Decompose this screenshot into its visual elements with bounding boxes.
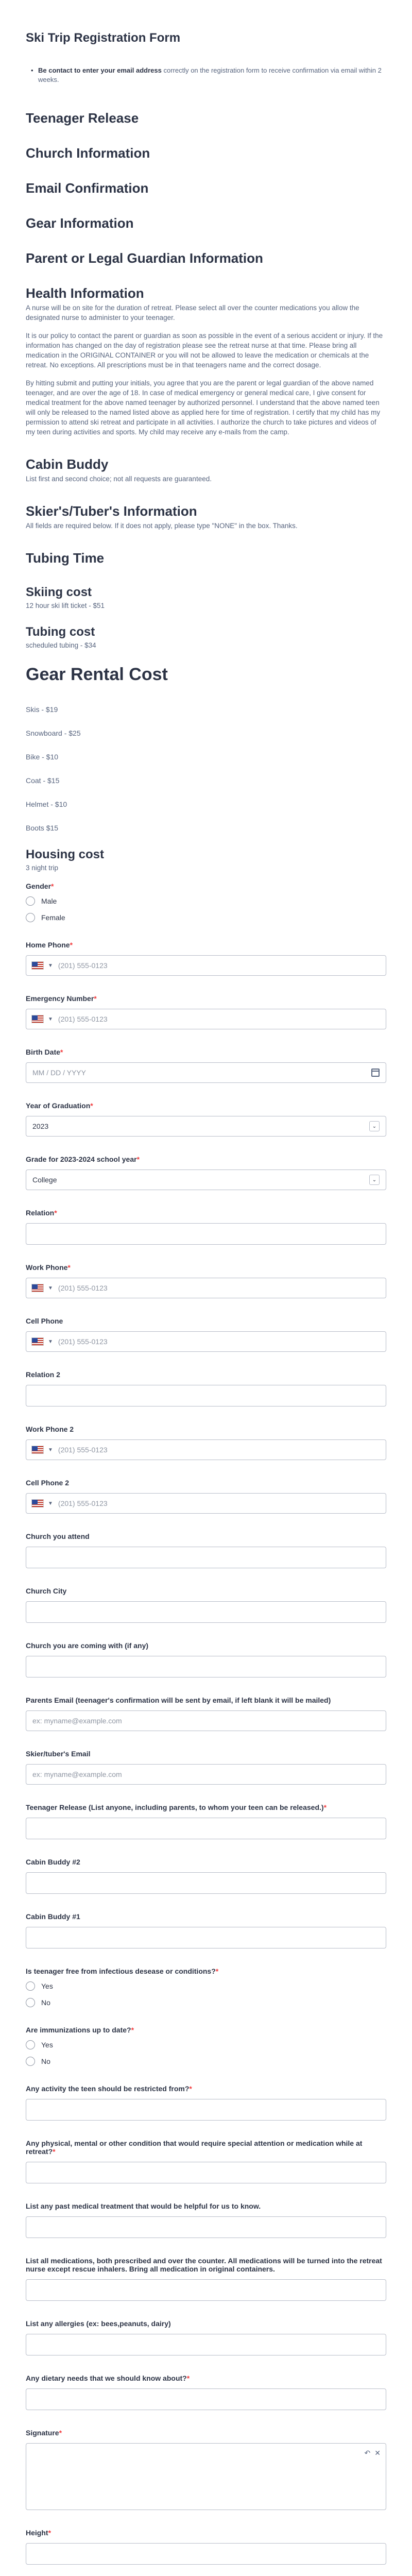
physical-label: Any physical, mental or other condition that would require special attention or medication while at retreat?* xyxy=(26,2139,363,2156)
chevron-down-icon[interactable]: ▼ xyxy=(48,1016,53,1022)
allergies-input[interactable] xyxy=(26,2334,386,2355)
immunizations-option-yes[interactable]: Yes xyxy=(26,2040,386,2049)
teen-release-input[interactable] xyxy=(26,1818,386,1839)
gender-option-female[interactable]: Female xyxy=(26,913,386,922)
church-attend-input[interactable] xyxy=(26,1547,386,1568)
relation2-label: Relation 2 xyxy=(26,1370,60,1379)
us-flag-icon[interactable] xyxy=(31,1337,44,1346)
church-city-field xyxy=(26,1587,386,1623)
disease-field xyxy=(26,1967,386,2007)
emergency-number-label: Emergency Number* xyxy=(26,994,97,1003)
year-grad-select[interactable]: 2023 ⌄ xyxy=(26,1116,386,1137)
church-city-input[interactable] xyxy=(26,1601,386,1623)
medications-input[interactable] xyxy=(26,2279,386,2301)
dietary-field xyxy=(26,2374,386,2410)
church-attend-label: Church you attend xyxy=(26,1532,90,1540)
price-helmet: Helmet - $10 xyxy=(26,800,67,808)
dietary-input[interactable] xyxy=(26,2388,386,2410)
teen-release-label: Teenager Release (List anyone, including parents, to whom your teen can be released.)* xyxy=(26,1803,327,1811)
radio-button[interactable] xyxy=(26,2040,35,2049)
medications-field xyxy=(26,2257,386,2301)
parent-email-field xyxy=(26,1696,386,1731)
cabin-block xyxy=(26,456,386,484)
church-coming-field xyxy=(26,1641,386,1677)
restricted-field xyxy=(26,2084,386,2121)
cabin-desc: List first and second choice; not all requests are guaranteed. xyxy=(26,475,212,483)
chevron-down-icon[interactable]: ▼ xyxy=(48,1500,53,1506)
treatment-input[interactable] xyxy=(26,2216,386,2238)
work-phone-input[interactable]: ▼ (201) 555-0123 xyxy=(26,1278,386,1298)
work-phone-label: Work Phone* xyxy=(26,1263,71,1272)
section-health-information: Health Information xyxy=(26,285,144,301)
radio-button[interactable] xyxy=(26,896,35,906)
signature-field xyxy=(26,2429,386,2510)
church-coming-input[interactable] xyxy=(26,1656,386,1677)
immunizations-field xyxy=(26,2026,386,2066)
signature-label: Signature* xyxy=(26,2429,62,2437)
gender-label: Gender* xyxy=(26,882,54,890)
emergency-number-field xyxy=(26,994,386,1029)
physical-input[interactable] xyxy=(26,2162,386,2183)
price-bike: Bike - $10 xyxy=(26,753,59,761)
cell-phone2-label: Cell Phone 2 xyxy=(26,1479,70,1487)
cell-phone-input[interactable]: ▼ (201) 555-0123 xyxy=(26,1331,386,1352)
signature-tools xyxy=(365,2449,381,2458)
us-flag-icon[interactable] xyxy=(31,1015,44,1023)
section-church-information: Church Information xyxy=(26,145,150,161)
tuber-desc: All fields are required below. If it does not apply, please type "NONE" in the box. Thanks. xyxy=(26,522,298,530)
cell-phone2-field xyxy=(26,1479,386,1514)
emergency-number-input[interactable]: ▼ (201) 555-0123 xyxy=(26,1009,386,1029)
cabin1-field xyxy=(26,1912,386,1948)
chevron-down-icon[interactable]: ▼ xyxy=(48,962,53,969)
work-phone-field xyxy=(26,1263,386,1298)
skiing-cost-desc: 12 hour ski lift ticket - $51 xyxy=(26,602,105,609)
radio-button[interactable] xyxy=(26,1981,35,1991)
price-snowboard: Snowboard - $25 xyxy=(26,729,81,737)
section-teenager-release: Teenager Release xyxy=(26,110,139,126)
treatment-label: List any past medical treatment that would be helpful for us to know. xyxy=(26,2202,261,2210)
clear-icon[interactable]: ✕ xyxy=(374,2449,381,2457)
physical-field xyxy=(26,2139,386,2183)
health-desc-2: It is our policy to contact the parent or guardian as soon as possible in the event of a serious accident or injury. If the information has changed on the day of registration please see the retreat nurse at that time. Please bring all medication in the ORIGINAL CONTAINER or you will not be allowed to leave the medication or chemicals at the retreat. No exceptions. All prescriptions must be in that teenagers name and the correct dosage. xyxy=(26,332,383,369)
parent-email-input[interactable]: ex: myname@example.com xyxy=(26,1710,386,1731)
price-skis: Skis - $19 xyxy=(26,705,58,714)
chevron-down-icon[interactable]: ▼ xyxy=(48,1338,53,1345)
year-grad-label: Year of Graduation* xyxy=(26,1101,93,1110)
grade-field xyxy=(26,1155,386,1190)
restricted-input[interactable] xyxy=(26,2099,386,2121)
us-flag-icon[interactable] xyxy=(31,961,44,970)
birth-date-field xyxy=(26,1048,386,1083)
section-email-confirmation: Email Confirmation xyxy=(26,180,149,196)
height-label: Height* xyxy=(26,2529,52,2537)
us-flag-icon[interactable] xyxy=(31,1284,44,1292)
chevron-down-icon[interactable]: ▼ xyxy=(48,1285,53,1291)
home-phone-input[interactable]: ▼ (201) 555-0123 xyxy=(26,955,386,976)
cabin2-label: Cabin Buddy #2 xyxy=(26,1858,80,1866)
relation2-input[interactable] xyxy=(26,1385,386,1406)
work-phone2-field xyxy=(26,1425,386,1460)
tuber-block xyxy=(26,503,386,531)
grade-select[interactable]: College ⌄ xyxy=(26,1170,386,1190)
relation2-field xyxy=(26,1370,386,1406)
calendar-icon[interactable] xyxy=(371,1069,380,1077)
notice-bold: Be contact to enter your email address xyxy=(38,66,162,74)
church-city-label: Church City xyxy=(26,1587,67,1595)
medications-label: List all medications, both prescribed and over the counter. All medications will be turned into the retreat nurse except rescue inhalers. Bring all medication in original containers. xyxy=(26,2257,382,2273)
restricted-label: Any activity the teen should be restricted from?* xyxy=(26,2084,192,2093)
gear-rental-heading: Gear Rental Cost xyxy=(26,665,168,684)
grade-label: Grade for 2023-2024 school year* xyxy=(26,1155,140,1163)
treatment-field xyxy=(26,2202,386,2238)
radio-button[interactable] xyxy=(26,913,35,922)
gender-field xyxy=(26,882,386,922)
health-desc-3: By hitting submit and putting your initials, you agree that you are the parent or legal guardian of the above named teenager, and are over the age of 18. In case of medical emergency or general medical care, I give consent for medical treatment for the above named teenager by authorized personnel. I understand that the above named teen will only be released to the named listed above as applied here for time of registration. I certify that my child has my permission to attend ski retreat and participate in all activities. I authorize the church to take pictures and videos of my teen during activities and sports. My child may receive any e-mails from the camp. xyxy=(26,379,381,436)
chevron-down-icon[interactable]: ▼ xyxy=(48,1447,53,1453)
cell-phone-label: Cell Phone xyxy=(26,1317,63,1325)
birth-date-label: Birth Date* xyxy=(26,1048,63,1056)
home-phone-label: Home Phone* xyxy=(26,941,73,949)
cabin2-input[interactable] xyxy=(26,1872,386,1894)
tubing-cost-heading: Tubing cost xyxy=(26,625,95,639)
relation-field xyxy=(26,1209,386,1245)
chevron-down-icon[interactable]: ⌄ xyxy=(369,1175,380,1185)
email-notice xyxy=(31,66,386,84)
form-title: Ski Trip Registration Form xyxy=(26,31,181,45)
health-desc-1: A nurse will be on site for the duration of retreat. Please select all over the counter medications you allow the designated nurse to administer to your teenager. xyxy=(26,304,359,321)
undo-icon[interactable]: ↶ xyxy=(364,2449,371,2457)
height-input[interactable] xyxy=(26,2543,386,2565)
radio-button[interactable] xyxy=(26,1998,35,2007)
teen-release-field xyxy=(26,1803,386,1839)
cabin1-label: Cabin Buddy #1 xyxy=(26,1912,80,1921)
cell-phone-field xyxy=(26,1317,386,1352)
skier-email-input[interactable]: ex: myname@example.com xyxy=(26,1764,386,1785)
immunizations-option-no[interactable]: No xyxy=(26,2057,386,2066)
housing-cost-desc: 3 night trip xyxy=(26,864,59,872)
work-phone2-input[interactable]: ▼ (201) 555-0123 xyxy=(26,1439,386,1460)
section-gear-information: Gear Information xyxy=(26,215,134,231)
immunizations-label: Are immunizations up to date?* xyxy=(26,2026,134,2034)
birth-date-input[interactable]: MM / DD / YYYY xyxy=(26,1062,386,1083)
parent-email-label: Parents Email (teenager's confirmation will be sent by email, if left blank it will be mailed) xyxy=(26,1696,331,1704)
allergies-label: List any allergies (ex: bees,peanuts, dairy) xyxy=(26,2319,171,2328)
relation-label: Relation* xyxy=(26,1209,57,1217)
allergies-field xyxy=(26,2319,386,2355)
skier-email-field xyxy=(26,1750,386,1785)
notice-rest: correctly on the registration form to receive confirmation via email within 2 weeks. xyxy=(38,66,382,83)
cabin1-input[interactable] xyxy=(26,1927,386,1948)
radio-button[interactable] xyxy=(26,2057,35,2066)
signature-pad[interactable] xyxy=(26,2443,386,2510)
disease-label: Is teenager free from infectious desease or conditions?* xyxy=(26,1967,219,1975)
us-flag-icon[interactable] xyxy=(31,1446,44,1454)
disease-option-yes[interactable]: Yes xyxy=(26,1981,386,1991)
relation-input[interactable] xyxy=(26,1223,386,1245)
section-tubing-time: Tubing Time xyxy=(26,550,105,566)
cabin2-field xyxy=(26,1858,386,1894)
home-phone-field xyxy=(26,941,386,976)
height-field xyxy=(26,2529,386,2565)
gender-option-male[interactable]: Male xyxy=(26,896,386,906)
section-skier-tuber: Skier's/Tuber's Information xyxy=(26,503,197,519)
year-grad-field xyxy=(26,1101,386,1137)
cell-phone2-input[interactable]: ▼ (201) 555-0123 xyxy=(26,1493,386,1514)
skier-email-label: Skier/tuber's Email xyxy=(26,1750,91,1758)
health-block xyxy=(26,285,386,437)
skiing-cost-heading: Skiing cost xyxy=(26,585,92,599)
work-phone2-label: Work Phone 2 xyxy=(26,1425,74,1433)
section-cabin-buddy: Cabin Buddy xyxy=(26,456,109,472)
section-parent-information: Parent or Legal Guardian Information xyxy=(26,250,263,266)
housing-cost-heading: Housing cost xyxy=(26,848,105,861)
dietary-label: Any dietary needs that we should know about?* xyxy=(26,2374,190,2382)
us-flag-icon[interactable] xyxy=(31,1499,44,1507)
church-coming-label: Church you are coming with (if any) xyxy=(26,1641,149,1650)
price-coat: Coat - $15 xyxy=(26,776,60,785)
church-attend-field xyxy=(26,1532,386,1568)
tubing-cost-desc: scheduled tubing - $34 xyxy=(26,641,96,649)
price-boots: Boots $15 xyxy=(26,824,59,832)
chevron-down-icon[interactable]: ⌄ xyxy=(369,1121,380,1131)
disease-option-no[interactable]: No xyxy=(26,1998,386,2007)
